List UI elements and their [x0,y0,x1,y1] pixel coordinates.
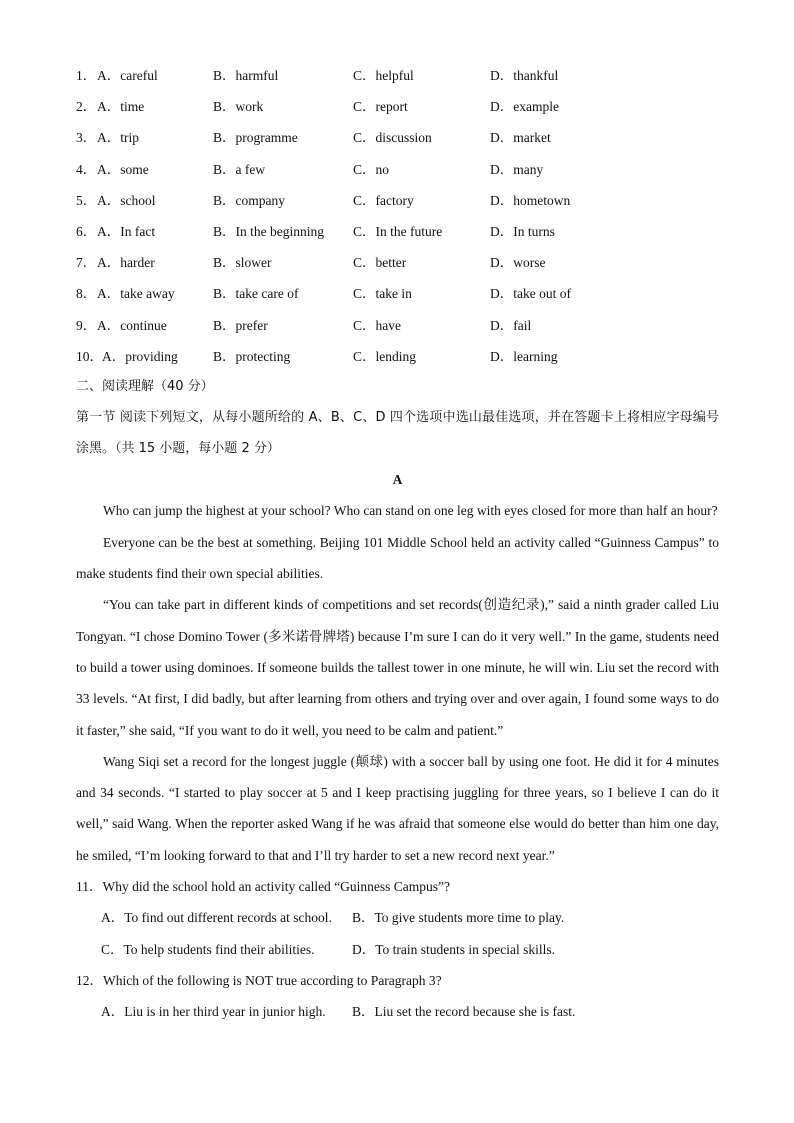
option-b: B．work [213,99,264,115]
answer-option: C．To help students find their abilities. [101,941,315,957]
option-b: B．slower [213,255,272,271]
option-b: B．take care of [213,286,299,302]
option-c: C．no [353,161,390,177]
option-a: A．take away [97,286,175,302]
option-a: A．careful [97,68,158,83]
option-d: D．many [490,161,544,177]
option-row [76,60,719,91]
option-a: A．trip [97,130,139,146]
option-d: D．take out of [490,286,571,302]
option-c: C．lending [353,348,416,364]
option-b: B．harmful [213,68,279,83]
question-number: 1． [76,68,97,83]
option-row [76,278,719,309]
option-b: B．protecting [213,348,291,364]
option-b: B．company [213,192,285,208]
option-b: B．a few [213,161,266,177]
section-title: 二、阅读理解（40 分） [76,378,214,394]
option-d: D．learning [490,348,558,364]
option-d: D．market [490,130,551,146]
option-c: C．better [353,255,407,271]
option-a: A．time [97,99,145,115]
answer-option: B．Liu set the record because she is fast. [352,1004,576,1020]
exam-page [76,60,719,1028]
option-row [76,122,719,153]
option-row [76,341,719,372]
option-d: D．hometown [490,192,571,208]
question-stem: 12．Which of the following is NOT true according to Paragraph 3? [76,972,442,988]
option-row [76,154,719,185]
option-d: D．In turns [490,223,555,239]
option-c: C．factory [353,192,414,208]
option-c: C．take in [353,286,412,302]
answer-option: A．Liu is in her third year in junior high. [101,1004,326,1020]
option-a: A．school [97,192,156,208]
answer-option: D．To train students in special skills. [352,941,556,957]
cloze-options [76,60,719,372]
passage-label: A [392,472,403,488]
answer-option: A．To find out different records at school. [101,910,332,926]
question-stem: 11．Why did the school hold an activity called “Guinness Campus”? [76,879,451,895]
question-number: 10． [76,348,103,364]
question-number: 3． [76,130,97,146]
question-number: 9． [76,317,97,333]
option-a: A．harder [97,255,155,271]
section-instruction: 第一节 阅读下列短文，从每小题所给的 A、B、C、D 四个选项中选山最佳选项，并在答题卡上将相应字母编号涂黑。（共 15 小题，每小题 2 分） [76,409,719,457]
option-d: D．fail [490,317,532,333]
option-c: C．In the future [353,223,443,239]
option-c: C．discussion [353,130,432,146]
answer-options-row [76,934,719,965]
answer-options-row [76,996,719,1027]
passage-paragraph: Everyone can be the best at something. Beijing 101 Middle School held an activity called “Guinness Campus” to make students find their own special abilities. [76,534,719,582]
option-row [76,216,719,247]
question-number: 5． [76,192,97,208]
answer-options-row [76,902,719,933]
option-b: B．prefer [213,317,268,333]
option-a: A．some [97,161,149,177]
answer-option: B．To give students more time to play. [352,910,565,926]
option-row [76,247,719,278]
question-number: 7． [76,255,97,271]
option-a: A．In fact [97,223,156,239]
passage-paragraph: “You can take part in different kinds of competitions and set records(创造纪录),” said a ninth grader called Liu Tongyan. “I chose Domino Tower (多米诺骨牌塔) because I’m sure I can do it very well.” In the game, students need to build a tower using dominoes. If someone builds the tallest tower in one minute, he will win. Liu set the record with 33 levels. “At first, I did badly, but after learning from others and trying over and over again, I found some ways to do it faster,” she said, “If you want to do it well, you need to be calm and patient.” [76,597,719,738]
question-number: 4． [76,161,97,177]
option-a: A．continue [97,317,167,333]
question-number: 6． [76,223,97,239]
option-d: D．example [490,99,559,115]
option-row [76,185,719,216]
passage-paragraph: Wang Siqi set a record for the longest juggle (颠球) with a soccer ball by using one foot. He did it for 4 minutes and 34 seconds. “I started to play soccer at 5 and I keep practising juggling for three years, so I believe I can do it well,” said Wang. When the reporter asked Wang if he was afraid that someone else would do better than him one day, he smiled, “I’m looking forward to that and I’ll try harder to set a new record next year.” [76,753,719,863]
option-d: D．thankful [490,68,559,83]
option-d: D．worse [490,255,546,271]
question-number: 2． [76,99,97,115]
passage-paragraph: Who can jump the highest at your school? Who can stand on one leg with eyes closed for more than half an hour? [103,503,718,519]
option-b: B．programme [213,130,298,146]
question-number: 8． [76,286,97,302]
option-c: C．helpful [353,68,414,83]
option-b: B．In the beginning [213,223,324,239]
option-row [76,310,719,341]
option-row [76,91,719,122]
option-a: A．providing [102,348,178,364]
option-c: C．have [353,317,401,333]
option-c: C．report [353,99,408,115]
